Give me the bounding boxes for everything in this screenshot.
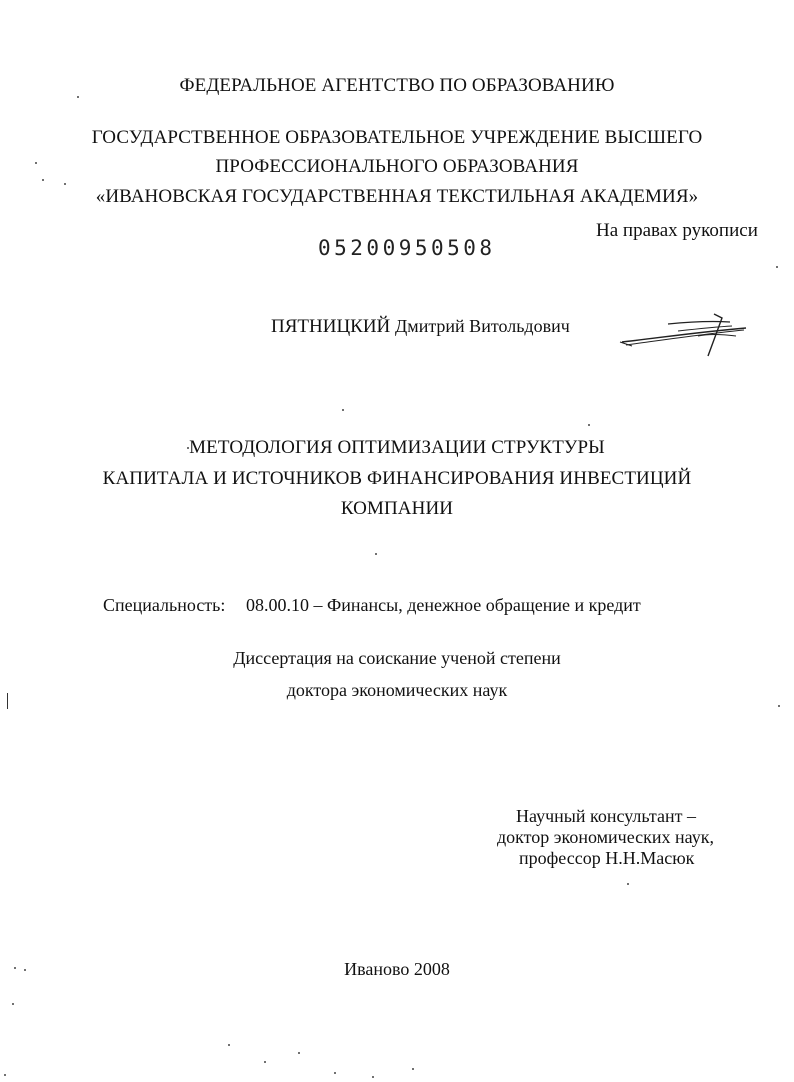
scan-speck [264, 1061, 266, 1063]
scan-speck [35, 162, 37, 164]
specialty-value: 08.00.10 – Финансы, денежное обращение и кредит [246, 595, 641, 615]
scan-speck [77, 96, 79, 98]
registration-number: 05200950508 [318, 236, 496, 260]
scan-speck [24, 969, 26, 971]
degree-line-1: Диссертация на соискание ученой степени [233, 648, 561, 668]
institution-line-2: ПРОФЕССИОНАЛЬНОГО ОБРАЗОВАНИЯ [215, 156, 579, 177]
scan-speck [778, 705, 780, 707]
scan-speck [627, 883, 629, 885]
scan-speck [375, 553, 377, 555]
institution-line-3: «ИВАНОВСКАЯ ГОСУДАРСТВЕННАЯ ТЕКСТИЛЬНАЯ АКАДЕМИЯ» [95, 186, 699, 207]
author-signature [618, 312, 752, 358]
scan-speck [298, 1052, 300, 1054]
scan-speck [342, 409, 344, 411]
scan-speck [228, 1044, 230, 1046]
scan-speck [588, 424, 590, 426]
scan-margin-mark [7, 693, 8, 709]
agency-heading: ФЕДЕРАЛЬНОЕ АГЕНТСТВО ПО ОБРАЗОВАНИЮ [179, 75, 615, 96]
manuscript-note: На правах рукописи [596, 220, 758, 241]
scan-speck [776, 266, 778, 268]
author-given-names: Дмитрий Витольдович [395, 316, 570, 336]
specialty-label: Специальность: [103, 595, 226, 615]
scan-speck [64, 183, 66, 185]
scan-speck [372, 1076, 374, 1078]
title-line-3: КОМПАНИИ [340, 498, 454, 519]
title-line-1: МЕТОДОЛОГИЯ ОПТИМИЗАЦИИ СТРУКТУРЫ [189, 437, 605, 458]
advisor-line-3: профессор Н.Н.Масюк [519, 848, 695, 868]
author-name [271, 315, 570, 338]
scan-speck [412, 1068, 414, 1070]
scan-speck [12, 1003, 14, 1005]
scan-speck [42, 179, 44, 181]
institution-line-1: ГОСУДАРСТВЕННОЕ ОБРАЗОВАТЕЛЬНОЕ УЧРЕЖДЕНИЕ ВЫСШЕГО [91, 127, 703, 148]
title-line-2: КАПИТАЛА И ИСТОЧНИКОВ ФИНАНСИРОВАНИЯ ИНВЕСТИЦИЙ [102, 468, 692, 489]
scan-speck [334, 1072, 336, 1074]
degree-line-2: доктора экономических наук [286, 680, 508, 700]
city-year: Иваново 2008 [344, 959, 450, 979]
scan-speck [4, 1074, 6, 1076]
author-surname: ПЯТНИЦКИЙ [271, 316, 391, 337]
advisor-line-2: доктор экономических наук, [497, 827, 714, 847]
scan-speck [14, 967, 16, 969]
scan-speck [187, 447, 189, 449]
advisor-line-1: Научный консультант – [516, 806, 696, 826]
